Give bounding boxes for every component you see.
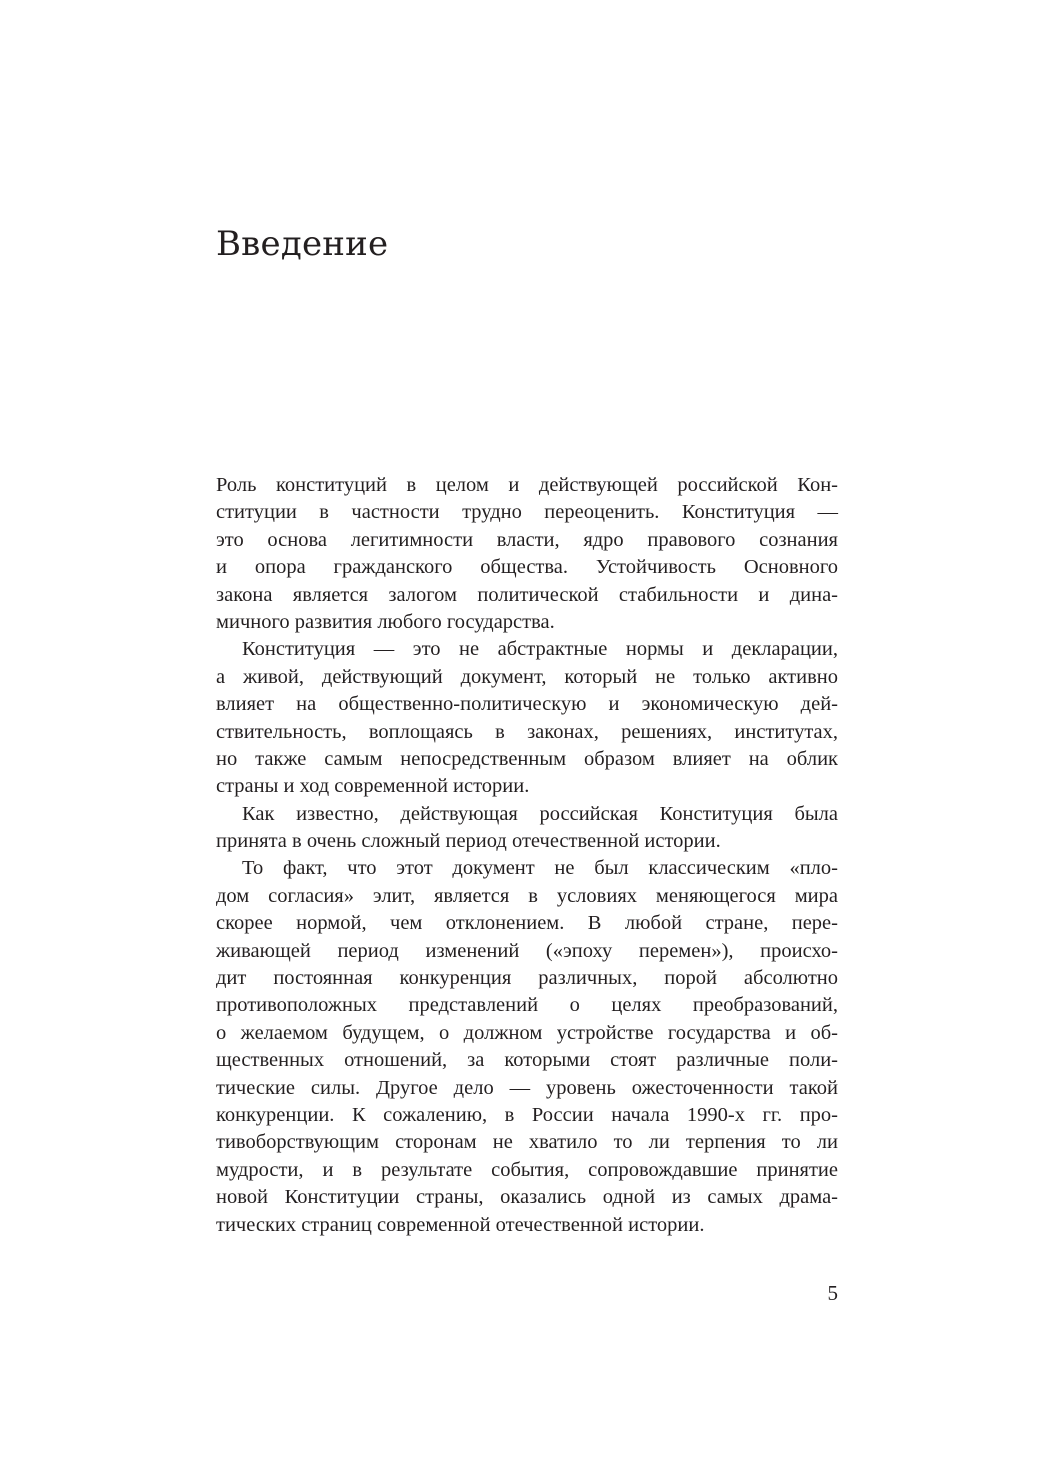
text-line: тических страниц современной отечественной истории.: [216, 1213, 705, 1236]
text-line: о желаемом будущем, о должном устройстве государства и об-: [216, 1021, 838, 1044]
text-line: а живой, действующий документ, который не только активно: [216, 665, 838, 688]
text-line: То факт, что этот документ не был классическим «пло-: [242, 857, 838, 880]
text-line: это основа легитимности власти, ядро правового сознания: [216, 528, 838, 551]
body-text: [216, 472, 838, 1239]
text-line: Как известно, действующая российская Конституция была: [242, 802, 838, 825]
chapter-title: Введение: [216, 224, 389, 264]
text-line: Роль конституций в целом и действующей российской Кон-: [216, 474, 838, 496]
text-line: принята в очень сложный период отечественной истории.: [216, 830, 721, 853]
text-line: ституции в частности трудно переоценить. Конституция —: [216, 501, 838, 524]
text-line: скорее нормой, чем отклонением. В любой стране, пере-: [216, 912, 838, 935]
text-line: дом согласия» элит, является в условиях меняющегося мира: [216, 884, 838, 907]
text-line: конкуренции. К сожалению, в России начала 1990-х гг. про-: [216, 1103, 838, 1126]
paragraph: [216, 472, 838, 636]
paragraph: [216, 801, 838, 856]
text-line: дит постоянная конкуренция различных, порой абсолютно: [216, 967, 838, 990]
text-line: и опора гражданского общества. Устойчивость Основного: [216, 556, 838, 579]
text-line: щественных отношений, за которыми стоят различные поли-: [216, 1049, 838, 1072]
text-line: противоположных представлений о целях преобразований,: [216, 994, 838, 1017]
paragraph: [216, 855, 838, 1238]
text-line: страны и ход современной истории.: [216, 775, 530, 798]
text-line: влияет на общественно-политическую и экономическую дей-: [216, 693, 838, 716]
text-line: новой Конституции страны, оказались одной из самых драма-: [216, 1186, 838, 1209]
text-line: живающей период изменений («эпоху перемен»), происхо-: [216, 939, 838, 962]
text-line: тические силы. Другое дело — уровень ожесточенности такой: [216, 1076, 838, 1099]
paragraph: [216, 636, 838, 800]
text-line: мудрости, и в результате события, сопровождавшие принятие: [216, 1158, 838, 1181]
text-line: Конституция — это не абстрактные нормы и декларации,: [242, 638, 838, 661]
text-line: закона является залогом политической стабильности и дина-: [216, 583, 838, 606]
text-line: тивоборствующим сторонам не хватило то ли терпения то ли: [216, 1131, 838, 1154]
text-line: ствительность, воплощаясь в законах, решениях, институтах,: [216, 720, 838, 743]
page-number: 5: [827, 1281, 838, 1305]
text-line: но также самым непосредственным образом влияет на облик: [216, 747, 838, 770]
text-line: мичного развития любого государства.: [216, 610, 555, 633]
